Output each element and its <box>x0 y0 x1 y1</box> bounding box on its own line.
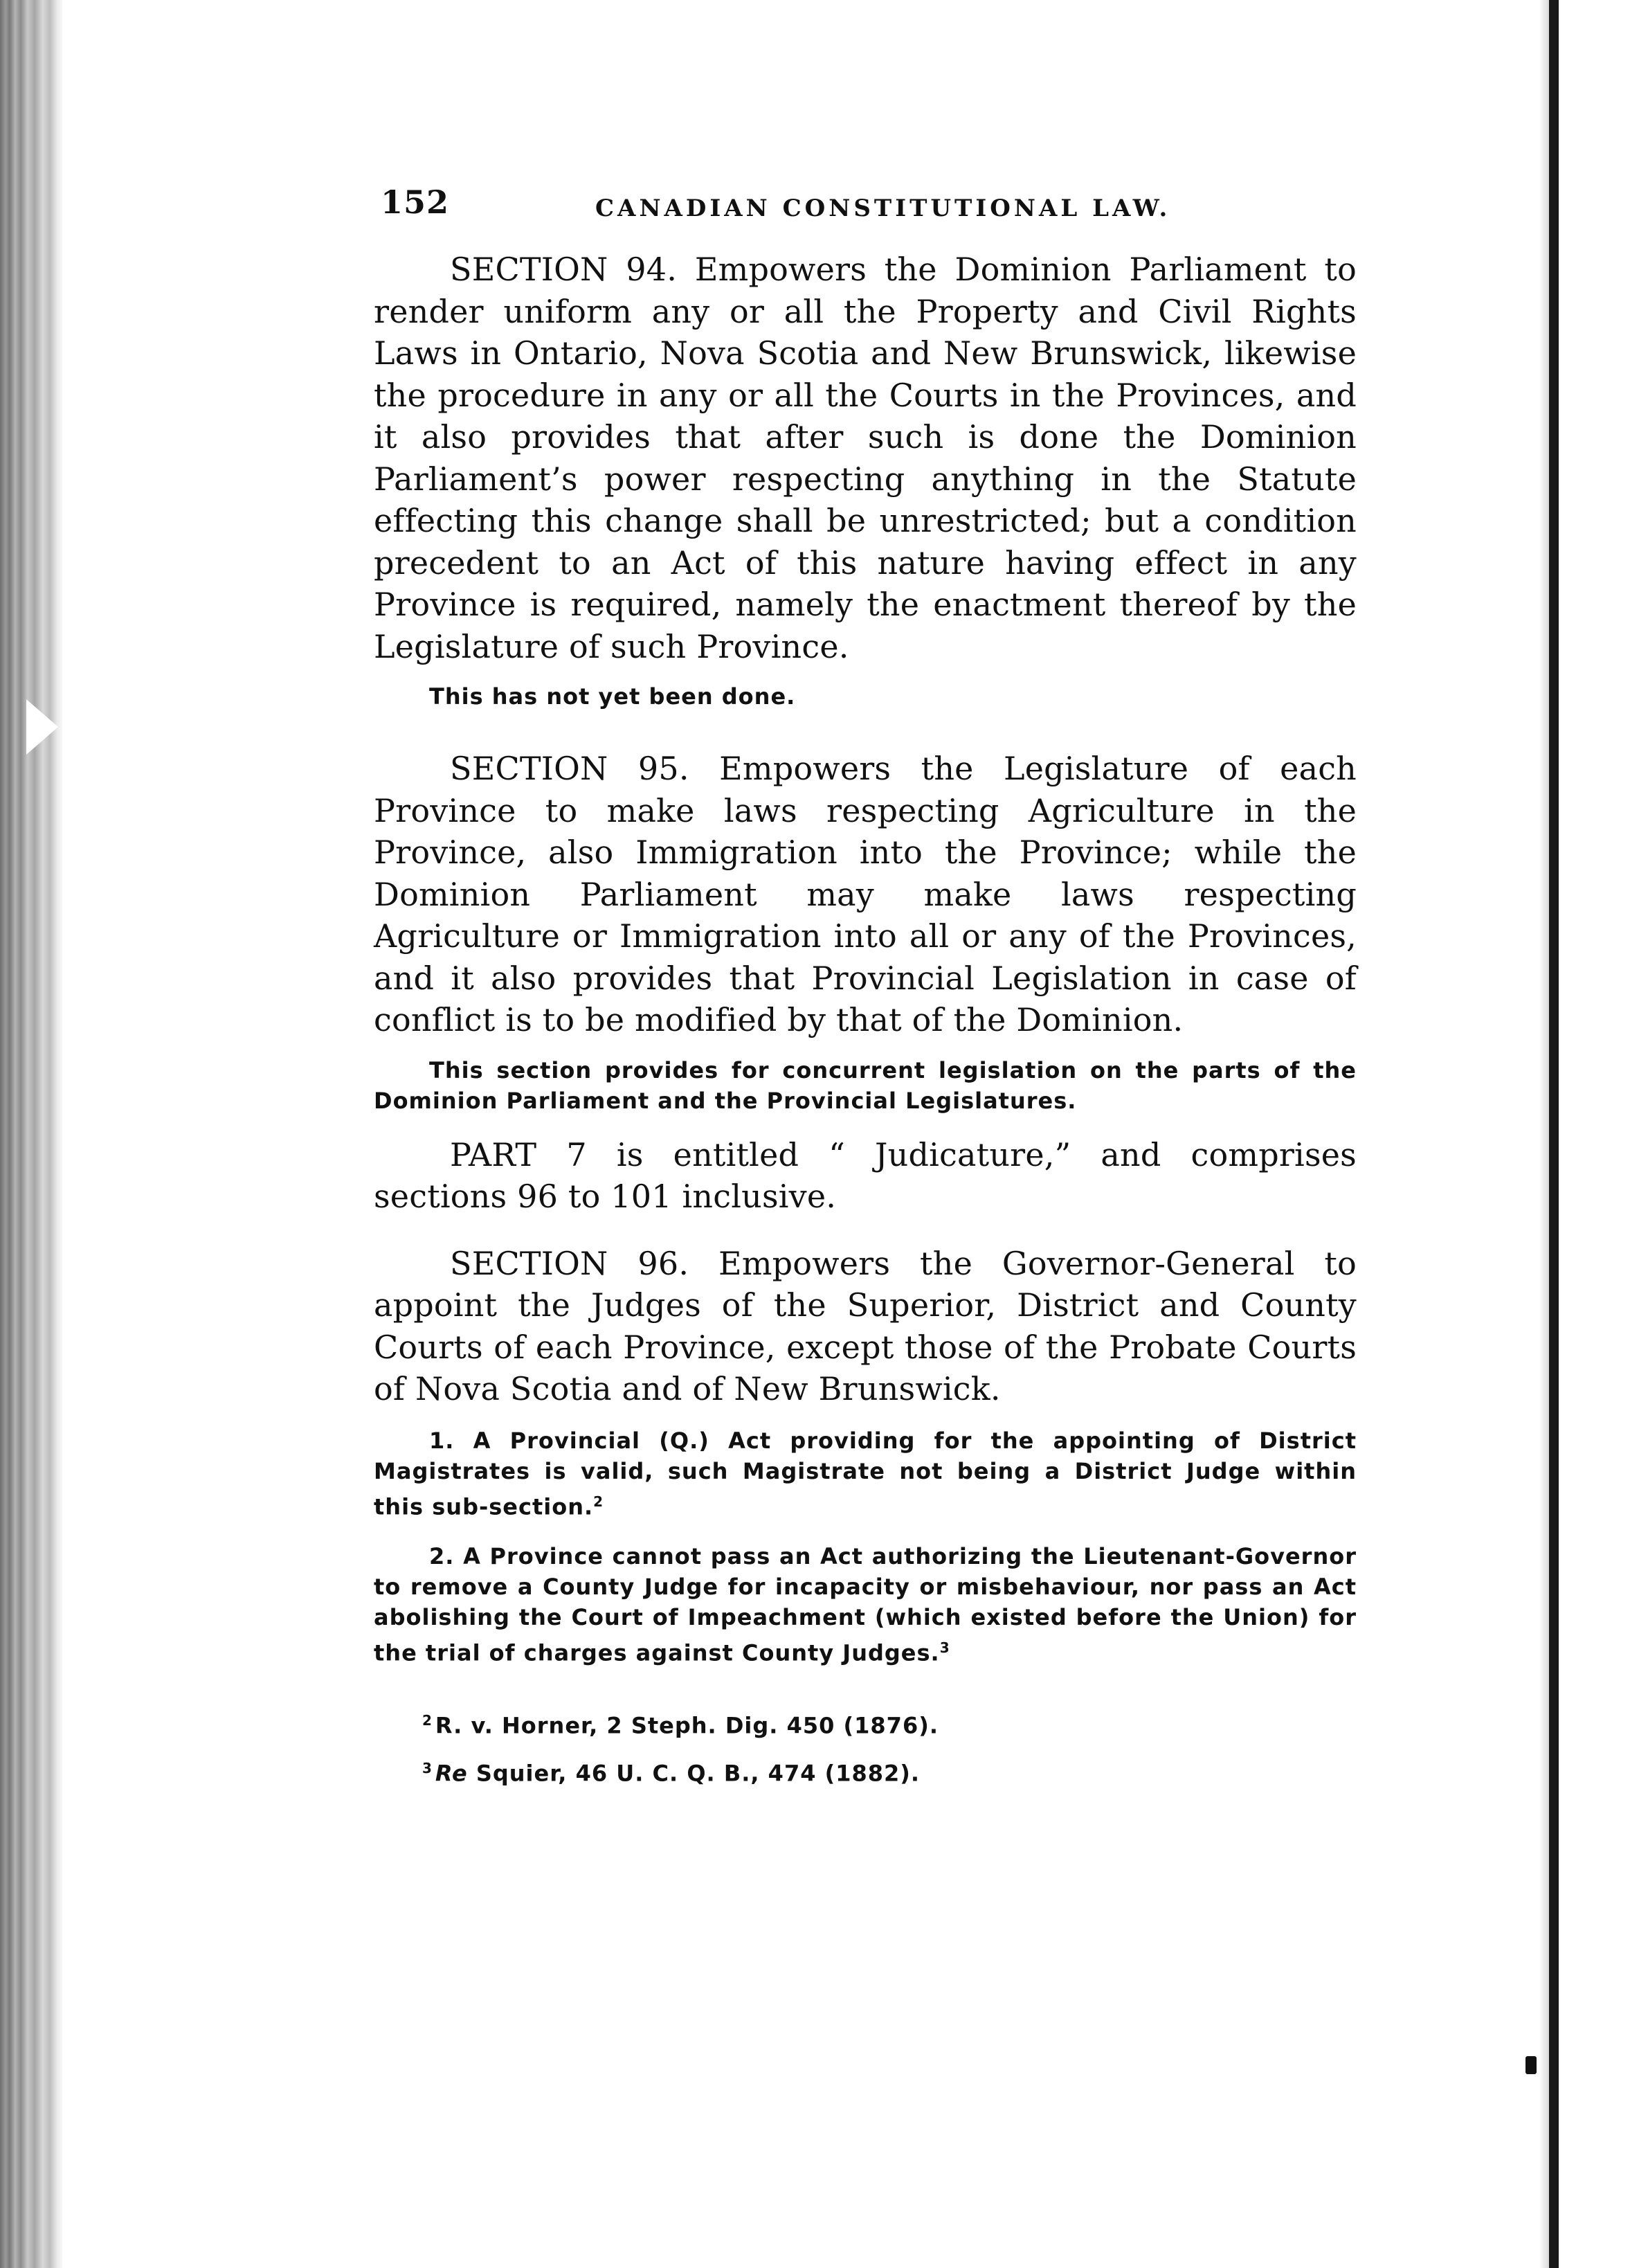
page-number: 152 <box>381 183 450 221</box>
running-title: CANADIAN CONSTITUTIONAL LAW. <box>595 195 1171 222</box>
section-94-note: This has not yet been done. <box>429 683 796 710</box>
right-page-edge <box>1549 0 1559 2268</box>
footnotes <box>374 1699 1357 1795</box>
section-94-paragraph: SECTION 94. Empowers the Dominion Parliament to render uniform any or all the Property and Civil Rights Laws in Ontario, Nova Scotia and New Brunswick, likewise the procedure in any or all the Courts in the Provinces, and it also provides that after such is done the Dominion Parliament’s power respecting anything in the Statute effecting this change shall be unrestricted; but a condition precedent to an Act of this nature having effect in any Province is required, namely the enactment thereof by the Legislature of such Province. <box>374 251 1357 665</box>
section-96-note-1-text: 1. A Provincial (Q.) Act providing for the appointing of District Magistrates is valid, such Magistrate not being a District Judge within this sub-section. <box>374 1427 1357 1520</box>
footnote-ref-2: 2 <box>593 1493 604 1510</box>
edge-mark <box>1525 2056 1537 2074</box>
book-binding-edge <box>0 0 62 2268</box>
footnote-italic: Re <box>435 1761 468 1788</box>
right-page-shade <box>1539 0 1549 2268</box>
footnote-item <box>422 1699 1357 1747</box>
binding-notch <box>26 699 58 755</box>
section-95-paragraph: SECTION 95. Empowers the Legislature of each Province to make laws respecting Agriculture in the Province, also Immigration into the Province; while the Dominion Parliament may make laws respecting Agriculture or Immigration into all or any of the Provinces, and it also provides that Provincial Legislation in case of conflict is to be modified by that of the Dominion. <box>374 750 1357 1038</box>
section-96-note-1 <box>374 1425 1357 1522</box>
footnote-text: R. v. Horner, 2 Steph. Dig. 450 (1876). <box>435 1712 939 1739</box>
footnote-ref-3: 3 <box>939 1639 950 1657</box>
section-96-paragraph: SECTION 96. Empowers the Governor-General to appoint the Judges of the Superior, District and County Courts of each Province, except those of the Probate Courts of Nova Scotia and of New Brunswick. <box>374 1244 1357 1407</box>
footnote-item <box>422 1747 1357 1795</box>
footnote-mark: 3 <box>422 1760 433 1777</box>
section-96-note-2-text: 2. A Province cannot pass an Act authorizing the Lieutenant-Governor to remove a County Judge for incapacity or misbehaviour, nor pass an Act abolishing the Court of Impeachment (which existed before the Union) for the trial of charges against County Judges. <box>374 1543 1357 1666</box>
section-95-note: This section provides for concurrent legislation on the parts of the Dominion Parliament and the Provincial Legislatures. <box>374 1056 1357 1114</box>
footnote-text: Squier, 46 U. C. Q. B., 474 (1882). <box>467 1761 921 1788</box>
section-96-note-2 <box>374 1541 1357 1668</box>
book-page <box>374 177 1357 1795</box>
footnote-mark: 2 <box>422 1711 433 1729</box>
part-7-paragraph: PART 7 is entitled “ Judicature,” and comprises sections 96 to 101 inclusive. <box>374 1135 1357 1215</box>
page-header <box>374 177 1357 239</box>
